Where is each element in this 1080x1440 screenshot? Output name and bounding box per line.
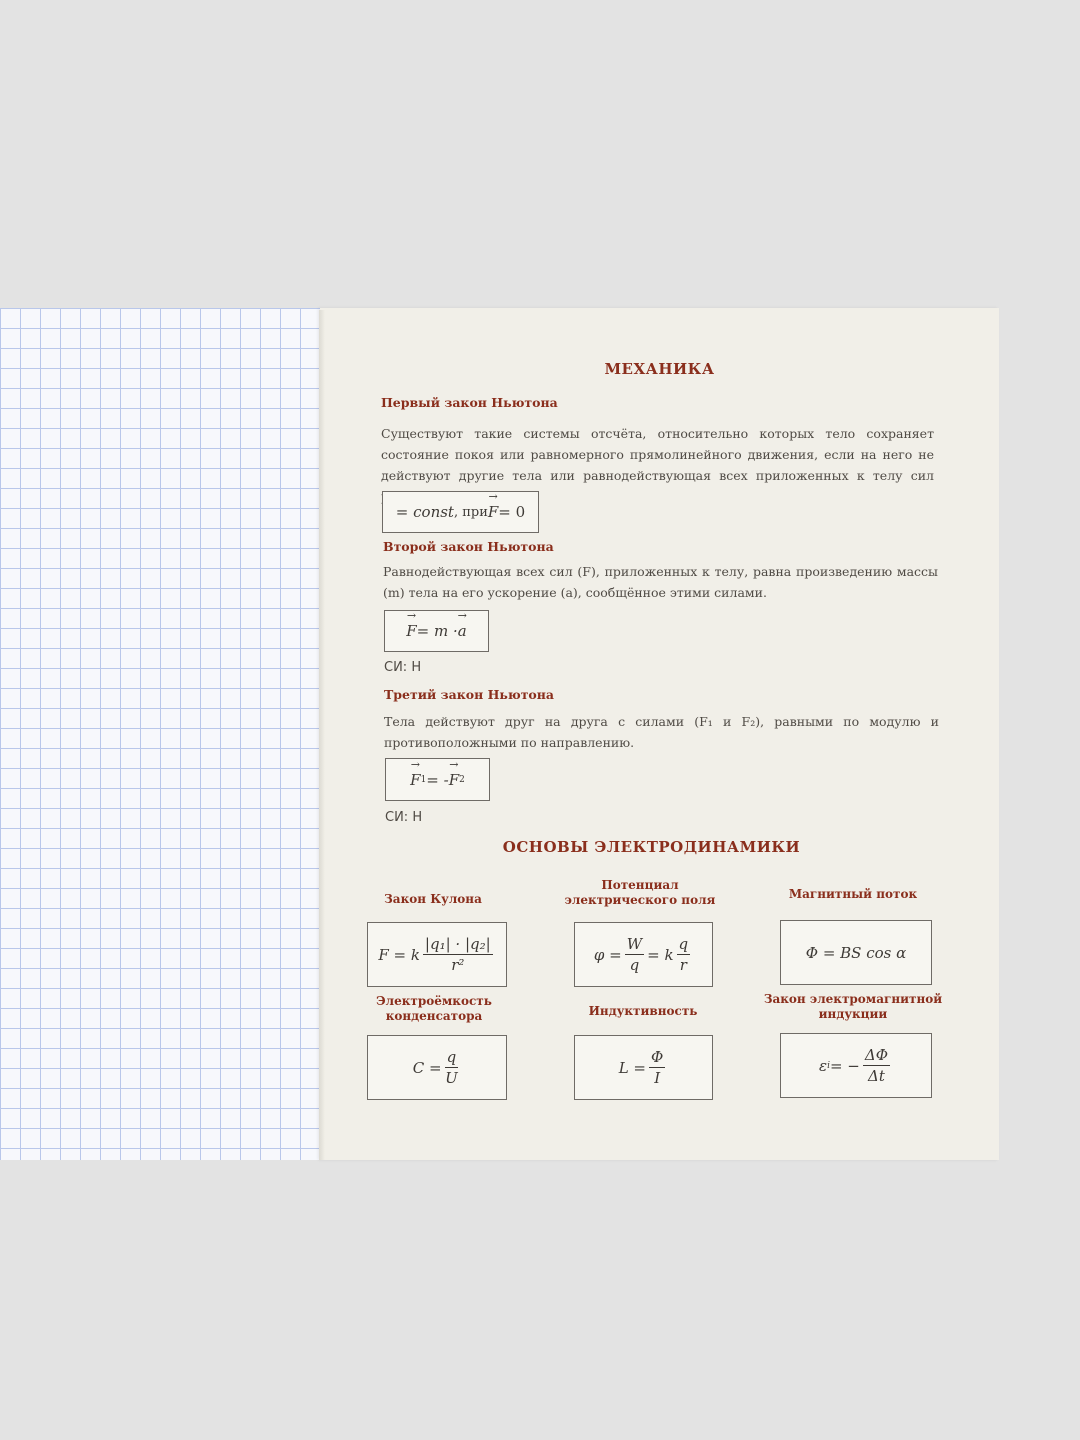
inductance-formula xyxy=(574,1035,713,1100)
formula-zero: = 0 xyxy=(498,503,526,521)
newton-first-law-formula xyxy=(382,491,539,533)
numerator: W xyxy=(626,935,643,953)
fraction xyxy=(649,1048,665,1087)
newton-first-law-text: Существуют такие системы отсчёта, относительно которых тело сохраняет состояние покоя или равномерного прямолинейного движения, если на него не действуют другие тела или равнодействующая всех приложенных к телу сил xyxy=(381,426,934,483)
newton-first-law-title: Первый закон Ньютона xyxy=(381,395,558,410)
formula-product: = m · xyxy=(416,622,458,640)
emf-symbol: ε xyxy=(819,1056,828,1075)
formula-lhs: L = xyxy=(618,1058,646,1077)
fraction xyxy=(445,1048,459,1087)
induction-law-formula xyxy=(780,1033,932,1098)
denominator: q xyxy=(629,956,640,974)
acceleration-vector: → a xyxy=(458,622,467,640)
newton-second-law-text: Равнодействующая всех сил (F), приложенных к телу, равна произведению массы (m) тела на его ускорение (a), сообщённое этими силами. xyxy=(383,564,938,600)
si-unit: СИ: Н xyxy=(385,810,423,825)
magnetic-flux-formula xyxy=(780,920,932,985)
numerator: q xyxy=(446,1048,457,1066)
denominator: r xyxy=(679,956,687,974)
electrodynamics-title: ОСНОВЫ ЭЛЕКТРОДИНАМИКИ xyxy=(502,838,801,856)
denominator: Δt xyxy=(867,1067,885,1085)
newton-third-law-formula xyxy=(385,758,490,801)
formula-equals-minus: = - xyxy=(426,770,449,789)
inductance-label: Индуктивность xyxy=(588,1004,698,1018)
subscript-2: 2 xyxy=(459,774,465,785)
formula-lhs: C = xyxy=(412,1058,442,1077)
induction-law-label: Закон электромагнитной индукции xyxy=(763,992,943,1021)
formula-lhs: φ = xyxy=(593,945,622,964)
newton-second-law-title: Второй закон Ньютона xyxy=(383,539,554,554)
denominator: I xyxy=(654,1069,661,1087)
formula: Φ = BS cos α xyxy=(805,943,907,962)
coulomb-law-label: Закон Кулона xyxy=(384,892,482,906)
formula-mid: = k xyxy=(647,945,674,964)
numerator: Φ xyxy=(651,1048,664,1066)
formula-const: = const xyxy=(395,503,454,521)
newton-third-law-text: Тела действуют друг на друга с силами (F₁ и F₂), равными по модулю и противоположными по направлению. xyxy=(384,714,939,750)
fraction xyxy=(423,935,493,974)
subscript-1: 1 xyxy=(420,774,427,785)
denominator: U xyxy=(445,1069,458,1087)
fraction xyxy=(863,1046,890,1085)
formula-mid: = − xyxy=(829,1056,860,1075)
numerator: q xyxy=(678,935,689,953)
force-vector: → F xyxy=(406,622,416,640)
potential-formula xyxy=(574,922,713,987)
numerator: ΔΦ xyxy=(864,1046,888,1064)
capacitance-label: Электроёмкость конденсатора xyxy=(376,994,492,1023)
capacitance-formula xyxy=(367,1035,507,1100)
reference-page xyxy=(320,308,999,1160)
force-vector: → F xyxy=(488,503,498,521)
fraction-1 xyxy=(625,935,644,974)
mechanics-title: МЕХАНИКА xyxy=(604,360,715,378)
numerator: |q₁| · |q₂| xyxy=(424,935,491,953)
newton-second-law-formula xyxy=(384,610,489,652)
potential-label: Потенциал электрического поля xyxy=(564,878,716,907)
force-vector-1: → F xyxy=(410,771,420,789)
coulomb-law-formula xyxy=(367,922,507,987)
emf-subscript: i xyxy=(827,1060,830,1071)
graph-paper-notebook xyxy=(0,308,322,1160)
formula-condition: , при xyxy=(453,504,488,520)
newton-third-law-title: Третий закон Ньютона xyxy=(384,687,555,702)
formula-lhs: F = k xyxy=(378,945,420,964)
page-edge-shadow xyxy=(319,310,325,1160)
force-vector-2: → F xyxy=(449,771,459,789)
magnetic-flux-label: Магнитный поток xyxy=(788,887,918,901)
denominator: r² xyxy=(451,956,465,974)
si-unit: СИ: Н xyxy=(384,660,422,675)
fraction-2 xyxy=(677,935,691,974)
